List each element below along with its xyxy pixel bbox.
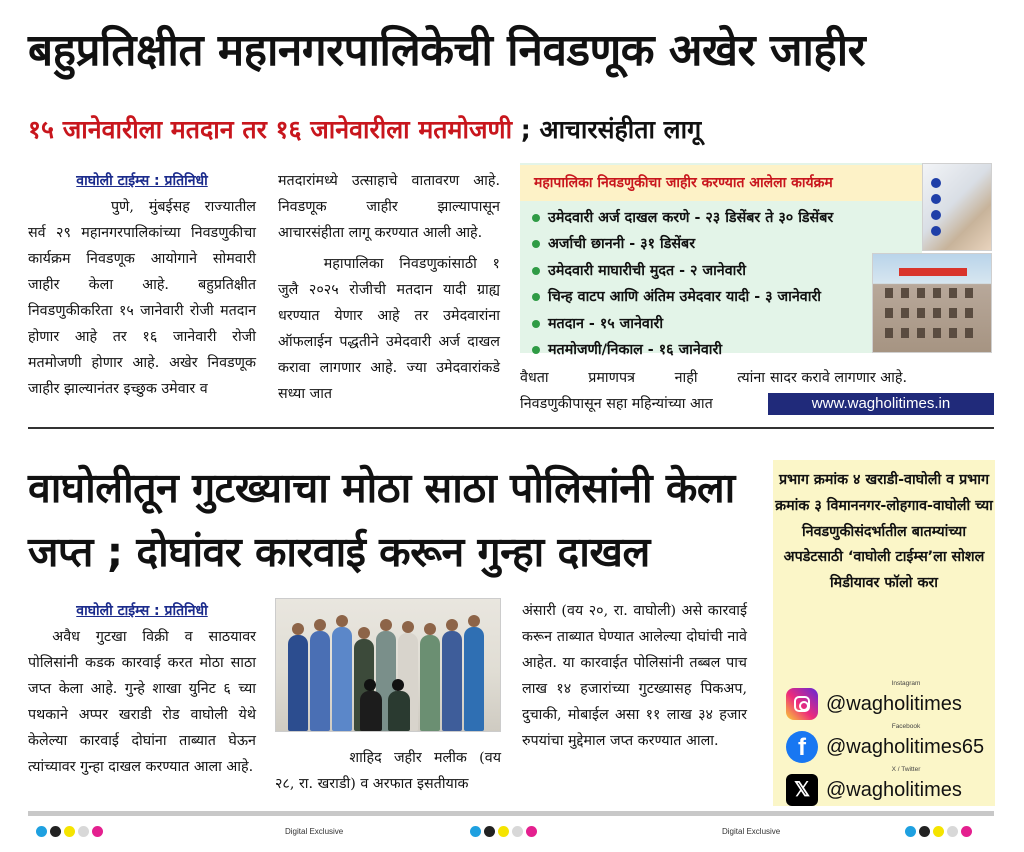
schedule-item: उमेदवारी माघारीची मुदत - २ जानेवारी <box>532 258 922 284</box>
voting-machine-photo <box>922 163 992 251</box>
bullet-icon <box>532 214 540 222</box>
article2-col2-text: शाहिद जहीर मलीक (वय २८, रा. खराडी) व अरफात इसतीयाक <box>275 750 501 792</box>
article1-headline: बहुप्रतिक्षीत महानगरपालिकेची निवडणूक अखेर जाहीर <box>28 25 866 76</box>
facebook-icon: f <box>786 731 818 763</box>
bullet-icon <box>532 320 540 328</box>
x-twitter-link[interactable] <box>786 766 991 808</box>
article1-strip-line2: निवडणुकीपासून सहा महिन्यांच्या आत <box>520 396 713 412</box>
footer-label: Digital Exclusive <box>285 827 344 836</box>
x-label: X / Twitter <box>891 766 921 773</box>
article1-col2-para2: महापालिका निवडणुकांसाठी १ जुलै २०२५ रोजीची मतदान यादी ग्राह्य धरण्यात येणार आहे तर उमेदवारांना ऑफलाईन पद्धतीने उमेदवारी अर्ज दाखल करावा लागणार आहे. ज्या उमेदवारांकडे सध्या जात <box>278 256 500 402</box>
footer-label: Digital Exclusive <box>722 827 781 836</box>
instagram-handle: @wagholitimes <box>826 693 962 715</box>
schedule-item: उमेदवारी अर्ज दाखल करणे - २३ डिसेंबर ते ३० डिसेंबर <box>532 205 922 231</box>
article1-strip-line3: सादर करावे लागणार आहे. <box>770 370 907 386</box>
article1-strip-line1: वैधता प्रमाणपत्र नाही त्यांना <box>520 370 765 386</box>
facebook-link[interactable] <box>786 723 991 765</box>
schedule-item: मतदान - १५ जानेवारी <box>532 311 922 337</box>
municipal-building-photo <box>872 253 992 353</box>
color-dot-icon <box>526 826 537 837</box>
x-handle: @wagholitimes <box>826 779 962 801</box>
article2-col3-text: अंसारी (वय २०, रा. वाघोली) असे कारवाई करून ताब्यात घेण्यात आलेल्या दोघांची नावे आहेत. या कारवाईत पोलिसांनी तब्बल पाच लाख १४ हजारांच्या गुटख्यासह पिकअप, दुचाकी, मोबाईल असा ११ लाख ३४ हजार रुपयांचा मुद्देमाल जप्त करण्यात आला. <box>522 603 747 749</box>
color-dot-icon <box>50 826 61 837</box>
registration-marks <box>905 826 975 838</box>
bullet-icon <box>532 240 540 248</box>
social-follow-text: प्रभाग क्रमांक ४ खराडी-वाघोली व प्रभाग क्रमांक ३ विमाननगर-लोहगाव-वाघोली च्या निवडणुकीसंदर्भातील बातम्यांच्या अपडेटसाठी ‘वाघोली टाईम्स’ला सोशल मिडीयावर फॉलो करा <box>775 472 993 592</box>
color-dot-icon <box>498 826 509 837</box>
bullet-icon <box>532 267 540 275</box>
section-divider <box>28 427 994 429</box>
instagram-link[interactable] <box>786 680 991 722</box>
color-dot-icon <box>919 826 930 837</box>
color-dot-icon <box>933 826 944 837</box>
color-dot-icon <box>905 826 916 837</box>
color-dot-icon <box>961 826 972 837</box>
article2-column-2 <box>275 745 501 797</box>
x-icon: 𝕏 <box>786 774 818 806</box>
article1-subhead-black: ; आचारसंहीता लागू <box>512 115 702 144</box>
article2-column-1 <box>28 598 256 780</box>
website-url-link[interactable]: www.wagholitimes.in <box>768 393 994 415</box>
article2-col1-text: अवैध गुटखा विक्री व साठयावर पोलिसांनी कडक कारवाई करत मोठा साठा जप्त केला आहे. गुन्हे शाखा युनिट ६ च्या पथकाने अप्पर खराडी रोड वाघोली येथे केलेल्या कारवाई दोघांना ताब्यात घेऊन त्यांच्यावर गुन्हा दाखल करण्यात आला आहे. <box>28 629 256 775</box>
article1-subhead <box>28 110 701 150</box>
article1-col2-para1: मतदारांमध्ये उत्साहाचे वातावरण आहे. निवडणूक जाहीर झाल्यापासून आचारसंहीता लागू करण्यात आली आहे. <box>278 173 500 241</box>
bullet-icon <box>532 293 540 301</box>
color-dot-icon <box>92 826 103 837</box>
article1-col1-text: पुणे, मुंबईसह राज्यातील सर्व २९ महानगरपालिकांच्या निवडणुकीचा कार्यक्रम निवडणूक आयोगाने सोमवारी जाहीर केला आहे. बहुप्रतिक्षीत निवडणुकीकरिता १५ जानेवारी रोजी मतदान होणार आहे तर १६ जानेवारी रोजी मतमोजणी होणार आहे. अखेर निवडणूक जाहीर झाल्यानंतर इच्छुक उमेवार व <box>28 199 256 397</box>
facebook-label: Facebook <box>891 723 921 730</box>
bullet-icon <box>532 346 540 354</box>
instagram-label: Instagram <box>891 680 921 687</box>
color-dot-icon <box>36 826 47 837</box>
color-dot-icon <box>484 826 495 837</box>
article1-byline: वाघोली टाईम्स : प्रतिनिधी <box>76 173 208 189</box>
article2-byline: वाघोली टाईम्स : प्रतिनिधी <box>76 603 208 619</box>
schedule-title: महापालिका निवडणुकीचा जाहीर करण्यात आलेला कार्यक्रम <box>520 165 922 201</box>
article1-column-2 <box>278 168 500 407</box>
color-dot-icon <box>78 826 89 837</box>
registration-marks <box>470 826 540 838</box>
article2-column-3 <box>522 598 747 754</box>
instagram-icon <box>786 688 818 720</box>
police-team-photo <box>275 598 501 732</box>
schedule-item: चिन्ह वाटप आणि अंतिम उमेदवार यादी - ३ जानेवारी <box>532 284 922 310</box>
article1-subhead-red: १५ जानेवारीला मतदान तर १६ जानेवारीला मतमोजणी <box>28 115 513 144</box>
schedule-item: अर्जाची छाननी - ३१ डिसेंबर <box>532 231 922 257</box>
schedule-list <box>532 205 922 363</box>
color-dot-icon <box>470 826 481 837</box>
color-dot-icon <box>947 826 958 837</box>
color-dot-icon <box>512 826 523 837</box>
article2-headline: वाघोलीतून गुटख्याचा मोठा साठा पोलिसांनी केला जप्त ; दोघांवर कारवाई करून गुन्हा दाखल <box>28 464 735 576</box>
article1-column-1 <box>28 168 256 402</box>
registration-marks <box>36 826 106 838</box>
color-dot-icon <box>64 826 75 837</box>
facebook-handle: @wagholitimes65 <box>826 736 985 758</box>
footer-rule <box>28 811 994 816</box>
schedule-item: मतमोजणी/निकाल - १६ जानेवारी <box>532 337 922 363</box>
